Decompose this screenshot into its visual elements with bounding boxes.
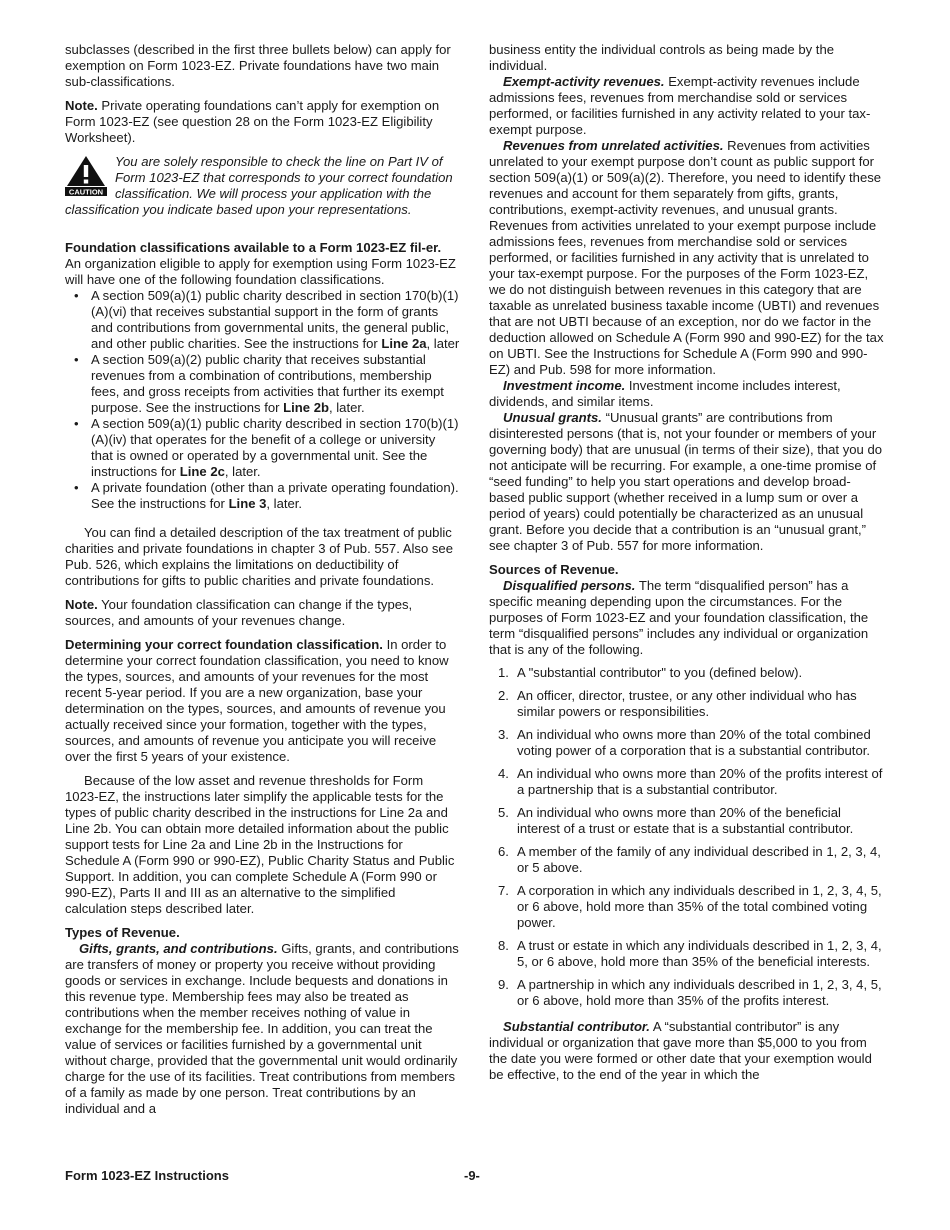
disqualified-persons-label: Disqualified persons.: [503, 578, 636, 593]
note-label: Note.: [65, 98, 98, 113]
foundation-classifications-paragraph: [65, 240, 460, 288]
investment-income-label: Investment income.: [503, 378, 626, 393]
caution-block: [65, 154, 460, 218]
footer-form-title: Form 1023-EZ Instructions: [65, 1168, 229, 1183]
exempt-activity-paragraph: Exempt-activity revenues. Exempt-activity revenues include admissions fees, revenues from merchandise sold or services performed, or facilities furnished in any activity related to your tax-exempt purpose.: [489, 74, 871, 137]
list-item: • A section 509(a)(2) public charity that receives substantial revenues from a combination of contributions, membership fees, and gross receipts from activities that further its exempt purpose. See the instructions for Line 2b, later.: [65, 352, 460, 416]
disqualified-persons-list: [489, 665, 884, 1009]
paragraph-continued: business entity the individual controls as being made by the individual.: [489, 42, 835, 73]
disqualified-persons-paragraph: Disqualified persons. The term “disqualified person” has a specific meaning depending upon the circumstances. For the purposes of Form 1023-EZ and your foundation classification, the term “disqualified persons” includes any individual or organization that is any of the following.: [489, 578, 869, 657]
unusual-grants-paragraph: Unusual grants. “Unusual grants” are contributions from disinterested persons (that is, not your founder or members of your governing body) that are unusual (in terms of their size), that you do not anticipate will be recurring. For example, a one-time promise of “seed funding” to help you start operations and develop broad-based public support (whether received in a lump sum or over a period of years) could potentially be characterized as an unusual grant. Before you decide that a contribution is an “unusual grant,” see chapter 3 of Pub. 557 for more information.: [489, 410, 883, 553]
list-item: 1. A "substantial contributor" to you (defined below).: [498, 665, 803, 680]
list-item: 7. A corporation in which any individuals described in 1, 2, 3, 4, 5, or 6 above, hold more than 35% of the total combined voting power.: [498, 883, 882, 930]
list-item: • A private foundation (other than a private operating foundation). See the instructions for Line 3, later.: [65, 480, 460, 512]
investment-income-paragraph: Investment income. Investment income includes interest, dividends, and similar items.: [489, 378, 841, 409]
list-item: 3. An individual who owns more than 20% of the total combined voting power of a corporation that is a substantial contributor.: [498, 727, 871, 758]
caution-icon: [65, 155, 107, 196]
foundation-classifications-text: An organization eligible to apply for exemption using Form 1023-EZ will have one of the following foundation classifications.: [65, 256, 456, 287]
list-item: 8. A trust or estate in which any individuals described in 1, 2, 3, 4, 5, or 6 above, hold more than 35% of the beneficial interests.: [498, 938, 882, 969]
types-of-revenue-heading: Types of Revenue.: [65, 925, 180, 940]
gifts-paragraph: Gifts, grants, and contributions. Gifts, grants, and contributions are transfers of money or property you receive without providing goods or services in exchange. Include bequests and donations in this revenue type. Membership fees may also be treated as contributions when the member receives nothing of value in exchange for the membership fee. In addition, you can treat the value of services or facilities furnished by a governmental unit without charge, provided that the governmental unit would ordinarily charge for the use of its facilities. Treat contributions from members of a family as made by one person. Treat contributions by an individual and a: [65, 941, 459, 1116]
right-column: [489, 42, 884, 1083]
list-item: 2. An officer, director, trustee, or any other individual who has similar powers or responsibilities.: [498, 688, 857, 719]
list-item: 4. An individual who owns more than 20% of the profits interest of a partnership that is a substantial contributor.: [498, 766, 883, 797]
left-column: [65, 42, 460, 1117]
paragraph-pub557: You can find a detailed description of the tax treatment of public charities and private foundations in chapter 3 of Pub. 557. Also see Pub. 526, which explains the limitations on deductibility of contributions for gifts to public charities and private foundations.: [65, 525, 453, 588]
foundation-classifications-heading: Foundation classifications available to a Form 1023-EZ fil-er.: [65, 240, 442, 255]
paragraph-thresholds: Because of the low asset and revenue thresholds for Form 1023-EZ, the instructions later simplify the applicable tests for the types of public charity described in the instructions for Line 2a and Line 2b. You can obtain more detailed information about the public support tests for Line 2a and Line 2b in the Instructions for Schedule A (Form 990 or 990-EZ), Public Charity Status and Public Support. In addition, you can complete Schedule A (Form 990 or 990-EZ), Parts II and III as an alternative to the simplified calculation steps described later.: [65, 773, 455, 916]
list-item: • A section 509(a)(1) public charity described in section 170(b)(1)(A)(vi) that receives substantial support in the form of grants and contributions from governmental units, the general public, and other public charities. See the instructions for Line 2a, later: [65, 288, 460, 352]
note-text: Private operating foundations can’t apply for exemption on Form 1023-EZ (see question 28 on the Form 1023-EZ Eligibility Worksheet).: [65, 98, 440, 145]
caution-icon-label: CAUTION: [68, 187, 104, 196]
determining-heading: Determining your correct foundation classification.: [65, 637, 383, 652]
classification-list: [65, 288, 460, 512]
page-number: -9-: [464, 1168, 480, 1183]
unrelated-activities-paragraph: Revenues from unrelated activities. Revenues from activities unrelated to your exempt purpose don’t count as public support for section 509(a)(1) or 509(a)(2). Therefore, you need to identify these revenues and account for them separately from gifts, grants, contributions, exempt-activity revenues, and unusual grants. Revenues from activities unrelated to your exempt purpose include admissions fees, revenues from merchandise sold or services performed, or facilities furnished in any activity that is unrelated to your tax-exempt purpose. For the purposes of the Form 1023-EZ, we do not distinguish between revenues in this category that are taxable as unrelated business taxable income (UBTI) and revenues that are not UBTI because of an exception, nor do we factor in the deduction allowed on Schedule A (Form 990 and 990-EZ) for the tax on UBTI. See the Instructions for Schedule A (Form 990 and 990-EZ) and Pub. 598 for more information.: [489, 138, 884, 377]
sources-of-revenue-heading: Sources of Revenue.: [489, 562, 619, 577]
substantial-contributor-paragraph: Substantial contributor. A “substantial contributor” is any individual or organization that gave more than $5,000 to you from the date you were formed or other date that your exemption would be effective, to the end of the year in which the: [489, 1019, 872, 1082]
list-item: 5. An individual who owns more than 20% of the beneficial interest of a trust or estate that is a substantial contributor.: [498, 805, 854, 836]
list-item: 9. A partnership in which any individuals described in 1, 2, 3, 4, 5, or 6 above, hold more than 35% of the profits interest.: [498, 977, 882, 1008]
note-classification-change: Note. Your foundation classification can change if the types, sources, and amounts of your revenues change.: [65, 597, 413, 628]
determining-paragraph: Determining your correct foundation classification. In order to determine your correct foundation classification, you need to know the types, sources, and amounts of your revenues for the most recent 5-year period. If you are a new organization, base your determination on the types, sources, and amounts of revenue you actually received since your formation, together with the types, sources, and amounts of revenue you anticipate you will receive over the first 5 years of your existence.: [65, 637, 449, 764]
exempt-activity-label: Exempt-activity revenues.: [503, 74, 665, 89]
gifts-label: Gifts, grants, and contributions.: [79, 941, 278, 956]
caution-text: You are solely responsible to check the line on Part IV of Form 1023-EZ that corresponds to your correct foundation classification. We will process your application with the classification you indicate based upon your representations.: [65, 154, 453, 217]
unrelated-activities-label: Revenues from unrelated activities.: [503, 138, 724, 153]
substantial-contributor-label: Substantial contributor.: [503, 1019, 650, 1034]
list-item: 6. A member of the family of any individual described in 1, 2, 3, 4, or 5 above.: [498, 844, 881, 875]
unusual-grants-label: Unusual grants.: [503, 410, 602, 425]
paragraph-subclasses: subclasses (described in the first three bullets below) can apply for exemption on Form 1023-EZ. Private foundations have two main sub-classifications.: [65, 42, 451, 89]
note-private-operating: [65, 98, 460, 146]
list-item: • A section 509(a)(1) public charity described in section 170(b)(1)(A)(iv) that operates for the benefit of a college or university that is owned or operated by a governmental unit. See the instructions for Line 2c, later.: [65, 416, 460, 480]
